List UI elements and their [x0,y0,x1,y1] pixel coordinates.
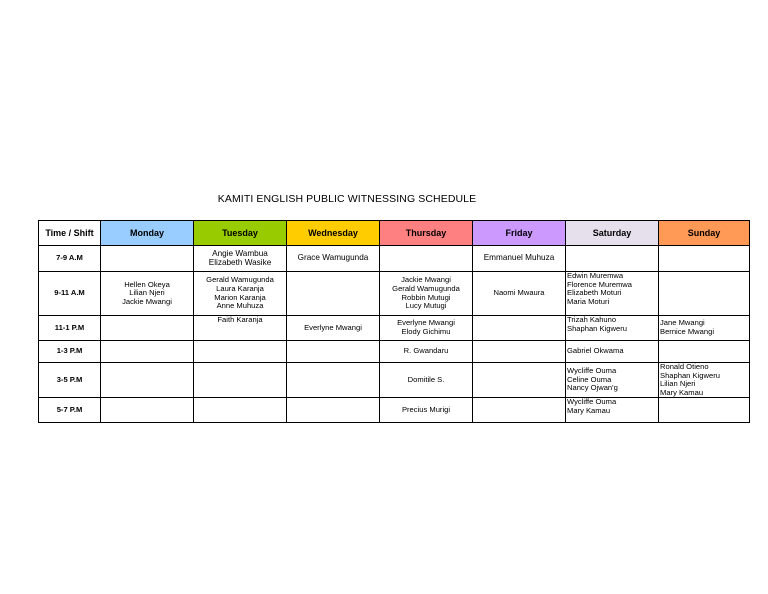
person-name: Elody Gichimu [401,327,451,336]
row-time: 7-9 A.M [39,246,101,272]
schedule-cell [473,398,566,423]
person-name: Emmanuel Muhuza [483,253,555,263]
schedule-cell [194,316,287,341]
person-name: Maria Moturi [567,296,610,306]
schedule-cell [194,341,287,363]
person-name: Jackie Mwangi [401,275,451,285]
person-name: Hellen Okeya [124,279,170,289]
schedule-cell [287,363,380,398]
person-name: Grace Wamugunda [297,253,369,263]
person-name: Anne Muhuza [216,301,264,311]
header-row [39,221,750,246]
schedule-cell [473,363,566,398]
schedule-table [38,220,750,423]
person-name: Florence Muremwa [567,279,632,289]
schedule-cell [287,246,380,272]
person-name: Shaphan Kigweru [567,323,627,333]
person-name: Wycliffe Ouma [567,366,617,376]
schedule-cell [101,272,194,316]
person-name: Wycliffe Ouma [567,397,617,407]
header-wednesday: Wednesday [287,221,380,246]
schedule-cell [473,246,566,272]
person-name: Jane Mwangi [660,318,705,328]
header-tuesday: Tuesday [194,221,287,246]
schedule-cell [473,316,566,341]
header-sunday: Sunday [659,221,750,246]
schedule-cell [473,341,566,363]
schedule-cell [287,341,380,363]
row-time: 5-7 P.M [39,398,101,423]
schedule-cell [101,363,194,398]
schedule-cell [659,246,750,272]
schedule-cell [659,316,750,341]
schedule-cell [194,363,287,398]
person-name: Faith Karanja [217,315,263,324]
schedule-cell [473,272,566,316]
schedule-cell [194,246,287,272]
row-time: 11-1 P.M [39,316,101,341]
person-name: Bernice Mwangi [660,327,715,336]
table-row [39,398,750,423]
schedule-cell [287,398,380,423]
schedule-cell [287,272,380,316]
schedule-cell [380,363,473,398]
person-name: R. Gwandaru [403,346,449,356]
schedule-cell [101,341,194,363]
table-row [39,341,750,363]
person-name: Lilian Njeri [660,379,696,389]
header-monday: Monday [101,221,194,246]
schedule-cell [566,363,659,398]
schedule-cell [101,398,194,423]
person-name: Mary Kamau [660,387,704,397]
header-time-shift: Time / Shift [39,221,101,246]
person-name: Elizabeth Wasike [208,257,272,267]
schedule-cell [194,398,287,423]
person-name: Ronald Otieno [660,362,709,371]
header-thursday: Thursday [380,221,473,246]
person-name: Precius Murigi [401,405,451,415]
person-name: Angie Wambua [212,248,268,258]
schedule-cell [566,316,659,341]
person-name: Everlyne Mwangi [304,322,362,332]
person-name: Robbin Mutugi [401,292,451,302]
person-name: Elizabeth Moturi [567,288,622,298]
schedule-cell [380,316,473,341]
person-name: Everlyne Mwangi [397,318,455,328]
schedule-cell [566,246,659,272]
schedule-cell [659,272,750,316]
schedule-cell [566,272,659,316]
person-name: Mary Kamau [567,405,611,415]
person-name: Gabriel Okwama [567,346,624,356]
schedule-cell [101,316,194,341]
person-name: Celine Ouma [567,374,612,384]
table-row [39,272,750,316]
row-time: 3-5 P.M [39,363,101,398]
person-name: Shaphan Kigweru [660,370,720,380]
person-name: Domitile S. [407,374,445,384]
table-row [39,363,750,398]
person-name: Gerald Wamugunda [206,275,274,285]
person-name: Laura Karanja [216,283,264,293]
person-name: Lucy Mutugi [405,301,447,311]
schedule-title: KAMITI ENGLISH PUBLIC WITNESSING SCHEDULE [217,193,477,205]
schedule-cell [380,272,473,316]
schedule-cell [659,341,750,363]
person-name: Trizah Kahuno [567,315,617,324]
header-friday: Friday [473,221,566,246]
person-name: Gerald Wamugunda [392,283,460,293]
schedule-cell [566,341,659,363]
schedule-cell [380,341,473,363]
schedule-cell [380,398,473,423]
schedule-cell [194,272,287,316]
person-name: Nancy Ojwan'g [567,383,618,393]
schedule-cell [287,316,380,341]
schedule-cell [101,246,194,272]
header-saturday: Saturday [566,221,659,246]
person-name: Naomi Mwaura [493,288,545,298]
schedule-cell [380,246,473,272]
row-time: 1-3 P.M [39,341,101,363]
person-name: Marion Karanja [214,292,266,302]
schedule-cell [659,363,750,398]
table-row [39,316,750,341]
schedule-cell [659,398,750,423]
table-row [39,246,750,272]
row-time: 9-11 A.M [39,272,101,316]
person-name: Edwin Muremwa [567,271,624,280]
person-name: Lilian Njeri [129,288,165,298]
person-name: Jackie Mwangi [122,296,172,306]
schedule-cell [566,398,659,423]
